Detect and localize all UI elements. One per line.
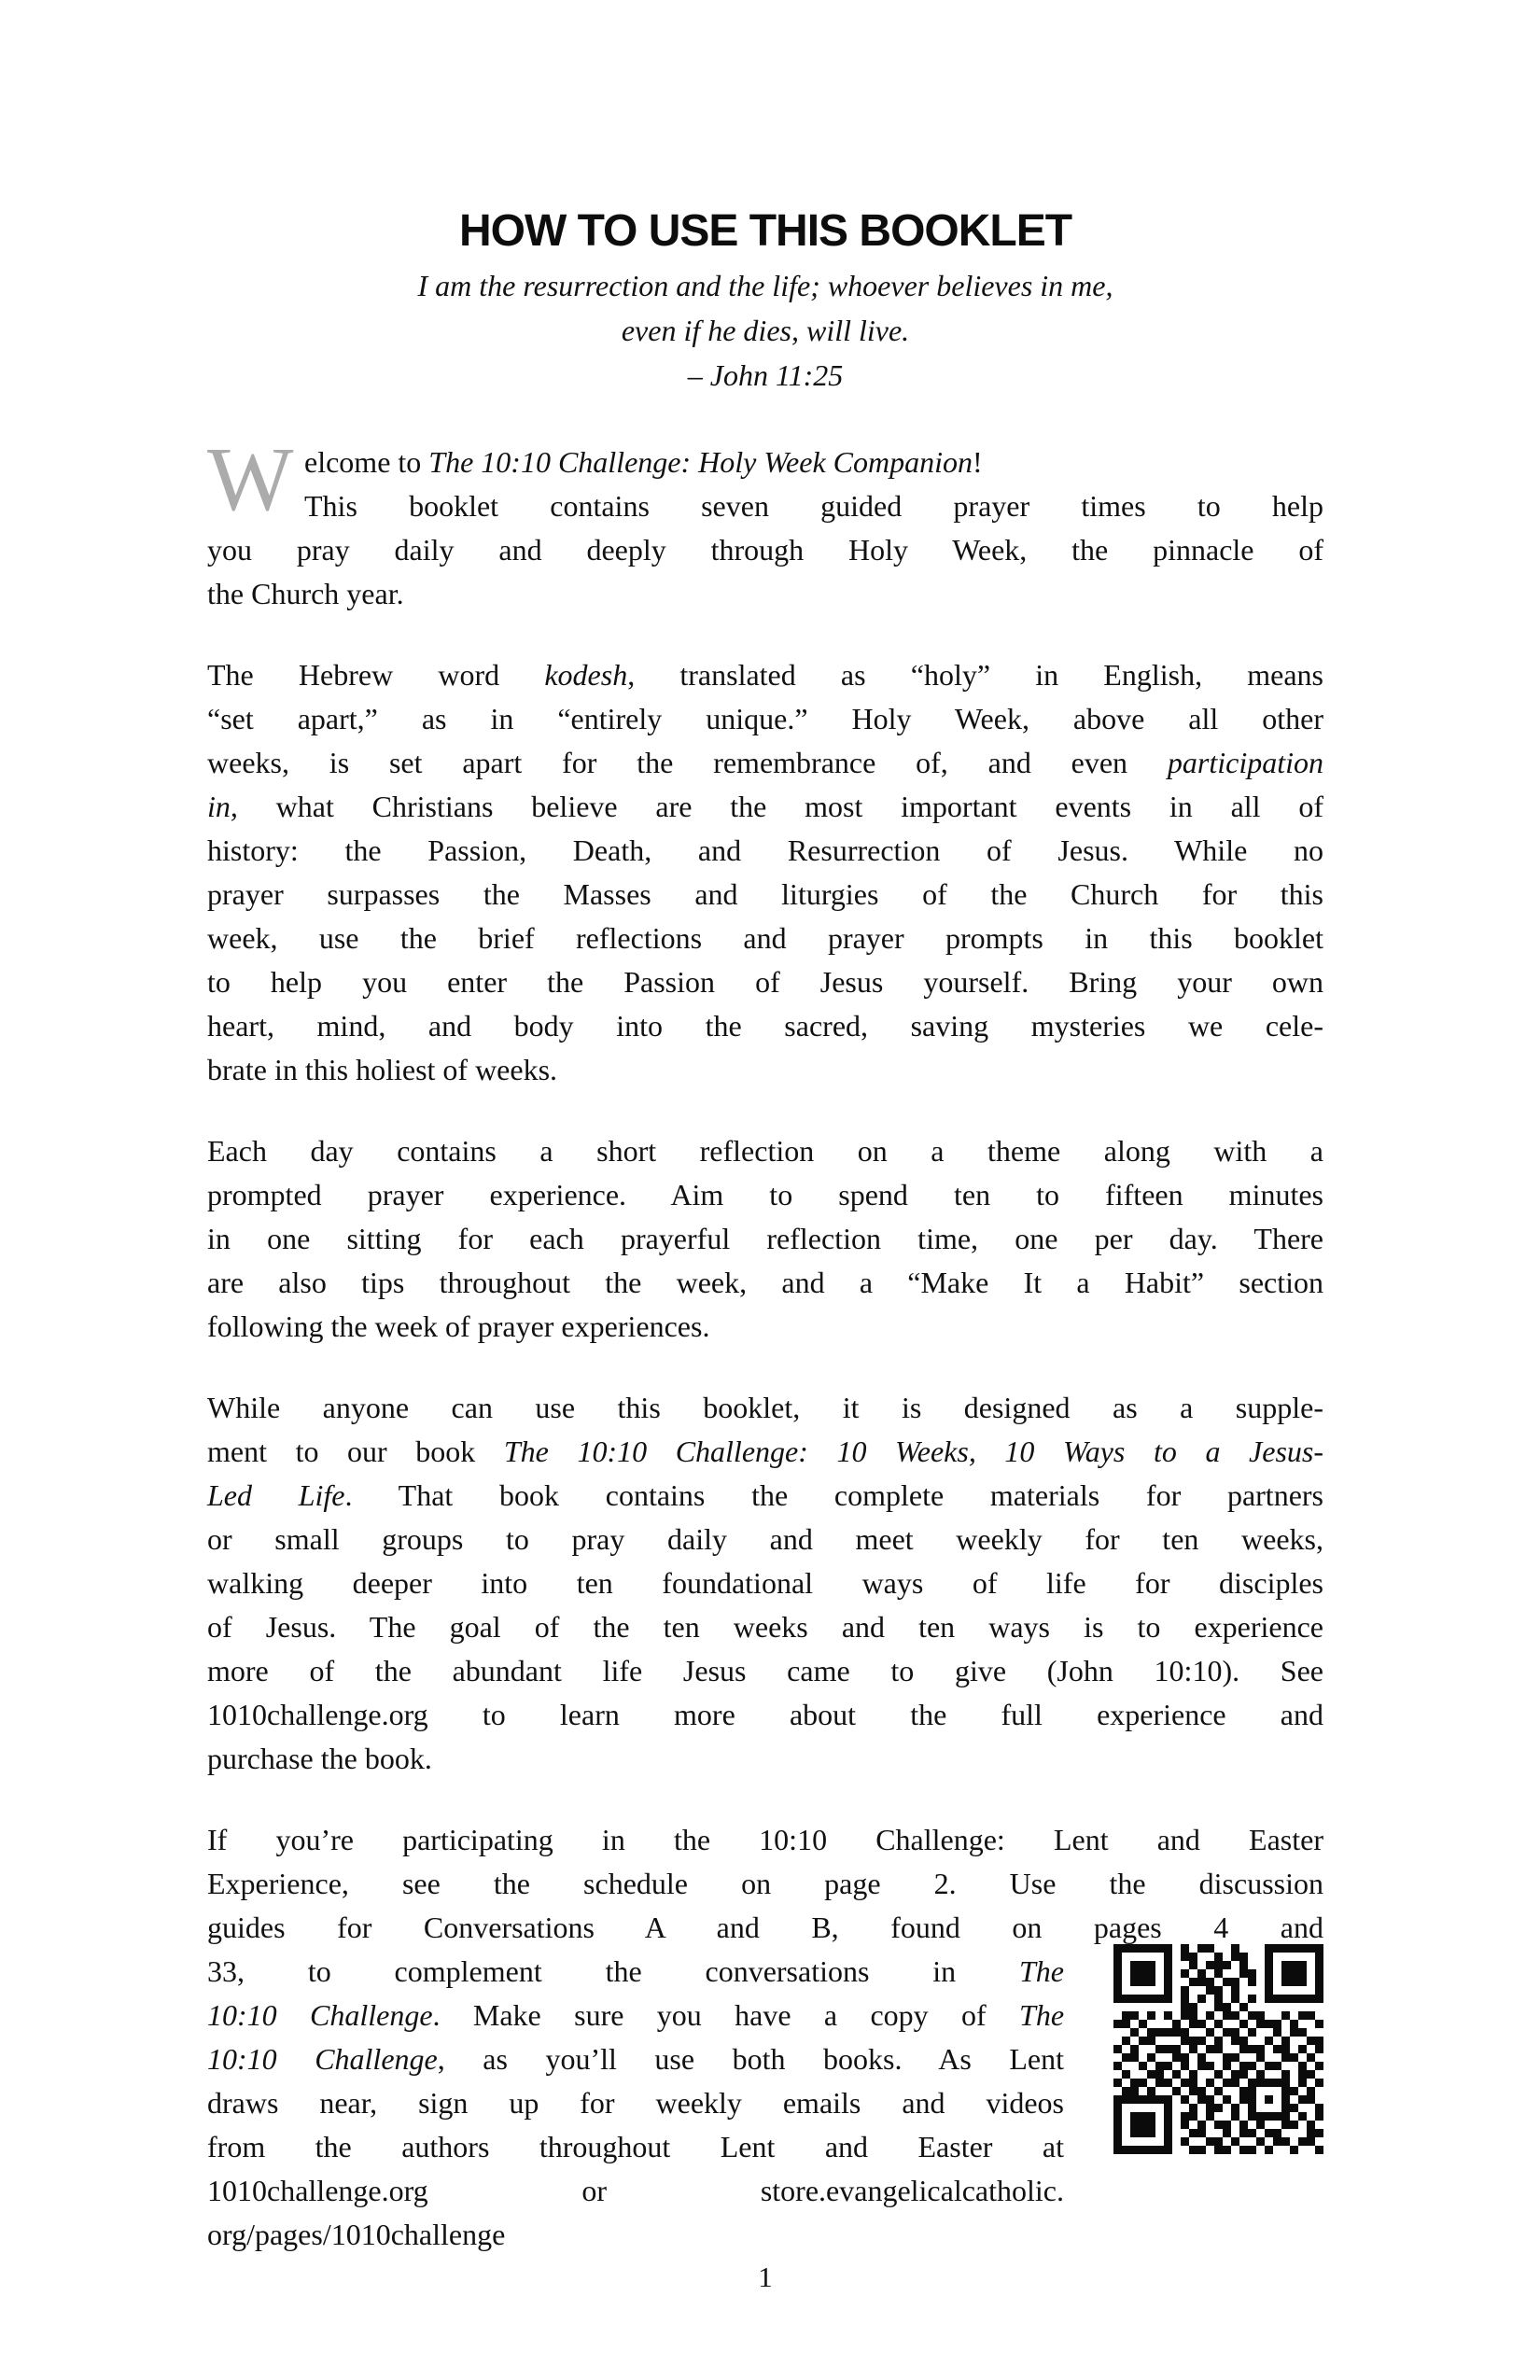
drop-cap: W xyxy=(207,429,294,530)
text-line xyxy=(207,917,1323,960)
text-segment: draws near, sign up for weekly emails and videos xyxy=(207,2086,1064,2120)
paragraph-5 xyxy=(207,1818,1323,2257)
text-segment: ! xyxy=(973,445,983,479)
text-segment: If you’re participating in the 10:10 Challenge: Lent and Easter xyxy=(207,1823,1323,1856)
text-segment: in one sitting for each prayerful reflection time, one per day. There xyxy=(207,1222,1323,1255)
text-line xyxy=(207,741,1323,785)
page-content xyxy=(207,0,1323,2380)
text-segment: the Church year. xyxy=(207,577,404,610)
text-line xyxy=(207,1950,1064,1994)
text-segment: 10:10 Challenge xyxy=(207,2042,438,2076)
text-segment: 1010challenge.org or store.evangelicalcatholic. xyxy=(207,2174,1064,2207)
text-line xyxy=(207,1261,1323,1305)
text-segment: The xyxy=(1019,1954,1064,1988)
text-segment: Led Life xyxy=(207,1478,345,1512)
text-segment: guides for Conversations A and B, found on pages 4 and xyxy=(207,1911,1323,1944)
text-line xyxy=(207,653,1323,697)
text-line xyxy=(207,1906,1323,1950)
text-line xyxy=(207,1994,1064,2037)
paragraph-4 xyxy=(207,1386,1323,1781)
text-segment: walking deeper into ten foundational ways of life for disciples xyxy=(207,1566,1323,1600)
text-line xyxy=(207,1605,1323,1649)
text-line xyxy=(207,1129,1323,1173)
text-segment: to help you enter the Passion of Jesus yourself. Bring your own xyxy=(207,965,1323,999)
text-segment: prompted prayer experience. Aim to spend ten to fifteen minutes xyxy=(207,1178,1323,1211)
text-segment: ment to our book xyxy=(207,1435,504,1468)
text-line xyxy=(304,484,1323,528)
text-line xyxy=(207,2081,1064,2125)
text-line xyxy=(207,960,1323,1004)
text-segment: kodesh xyxy=(544,658,628,692)
text-segment: , as you’ll use both books. As Lent xyxy=(437,2042,1065,2076)
text-segment: brate in this holiest of weeks. xyxy=(207,1053,558,1086)
text-segment: While anyone can use this booklet, it is designed as a supple- xyxy=(207,1391,1323,1424)
text-segment: org/pages/1010challenge xyxy=(207,2218,506,2251)
text-segment: or small groups to pray daily and meet weekly for ten weeks, xyxy=(207,1522,1323,1556)
text-segment: The xyxy=(1019,1998,1065,2032)
text-line xyxy=(207,1217,1323,1261)
text-segment: Experience, see the schedule on page 2. Use the discussion xyxy=(207,1867,1323,1900)
qr-code xyxy=(1113,1944,1323,2154)
text-segment: 1010challenge.org to learn more about the full experience and xyxy=(207,1698,1323,1731)
text-segment: week, use the brief reflections and prayer prompts in this booklet xyxy=(207,921,1323,955)
text-segment: Each day contains a short reflection on a theme along with a xyxy=(207,1134,1323,1168)
text-line xyxy=(207,829,1323,873)
paragraph-2 xyxy=(207,653,1323,1092)
text-line xyxy=(207,697,1323,741)
text-line xyxy=(207,1430,1323,1474)
text-segment: are also tips throughout the week, and a “Make It a Habit” section xyxy=(207,1266,1323,1299)
text-segment: in, xyxy=(207,790,238,823)
text-line xyxy=(207,2037,1064,2081)
text-segment: what Christians believe are the most important events in all of xyxy=(237,790,1323,823)
text-segment: you pray daily and deeply through Holy Week, the pinnacle of xyxy=(207,533,1323,567)
text-segment: purchase the book. xyxy=(207,1742,432,1775)
epigraph-citation: – John 11:25 xyxy=(687,358,844,392)
text-line xyxy=(207,785,1323,829)
text-segment: The 10:10 Challenge: 10 Weeks, 10 Ways to a Jesus- xyxy=(503,1435,1324,1468)
text-line xyxy=(207,1737,1323,1781)
text-line xyxy=(207,2169,1064,2213)
text-line xyxy=(207,1004,1323,1048)
text-line xyxy=(207,1173,1323,1217)
text-segment: 33, to complement the conversations in xyxy=(207,1954,1019,1988)
text-segment: , translated as “holy” in English, means xyxy=(627,658,1324,692)
epigraph xyxy=(207,263,1323,398)
text-segment: 10:10 Challenge xyxy=(207,1998,433,2032)
text-line xyxy=(304,441,1323,484)
epigraph-line: I am the resurrection and the life; whoever believes in me, xyxy=(417,269,1113,302)
text-segment: history: the Passion, Death, and Resurrection of Jesus. While no xyxy=(207,833,1323,867)
text-segment: participation xyxy=(1167,746,1323,779)
text-line xyxy=(207,1649,1323,1693)
text-line xyxy=(207,1518,1323,1561)
text-line xyxy=(207,2213,1323,2257)
text-segment: following the week of prayer experiences. xyxy=(207,1309,710,1343)
text-segment: This booklet contains seven guided prayer times to help xyxy=(304,489,1323,523)
text-segment: prayer surpasses the Masses and liturgies of the Church for this xyxy=(207,877,1323,911)
text-line xyxy=(207,1818,1323,1862)
text-segment: The 10:10 Challenge: Holy Week Companion xyxy=(428,445,973,479)
text-line xyxy=(207,1048,1323,1092)
text-line xyxy=(207,1474,1323,1518)
epigraph-line: even if he dies, will live. xyxy=(621,314,910,347)
text-segment: The Hebrew word xyxy=(207,658,545,692)
text-line xyxy=(207,1862,1323,1906)
text-line xyxy=(207,1693,1323,1737)
text-line xyxy=(207,572,1323,616)
paragraph-3 xyxy=(207,1129,1323,1349)
text-line xyxy=(207,1305,1323,1349)
text-segment: heart, mind, and body into the sacred, saving mysteries we cele- xyxy=(207,1009,1323,1043)
text-line xyxy=(207,1386,1323,1430)
text-segment: weeks, is set apart for the remembrance of, and even xyxy=(207,746,1168,779)
page-title: HOW TO USE THIS BOOKLET xyxy=(458,206,1072,256)
text-segment: “set apart,” as in “entirely unique.” Holy Week, above all other xyxy=(207,702,1323,735)
text-segment: of Jesus. The goal of the ten weeks and ten ways is to experience xyxy=(207,1610,1323,1644)
paragraph-1 xyxy=(207,429,1323,616)
text-line xyxy=(207,873,1323,917)
text-line xyxy=(207,1561,1323,1605)
text-line xyxy=(207,528,1323,572)
text-segment: . Make sure you have a copy of xyxy=(432,1998,1020,2032)
text-segment: elcome to xyxy=(304,445,429,479)
text-line xyxy=(207,2125,1064,2169)
text-segment: more of the abundant life Jesus came to give (John 10:10). See xyxy=(207,1654,1323,1687)
text-segment: . That book contains the complete materials for partners xyxy=(344,1478,1324,1512)
page-number: 1 xyxy=(758,2261,773,2293)
text-segment: from the authors throughout Lent and Easter at xyxy=(207,2130,1064,2163)
